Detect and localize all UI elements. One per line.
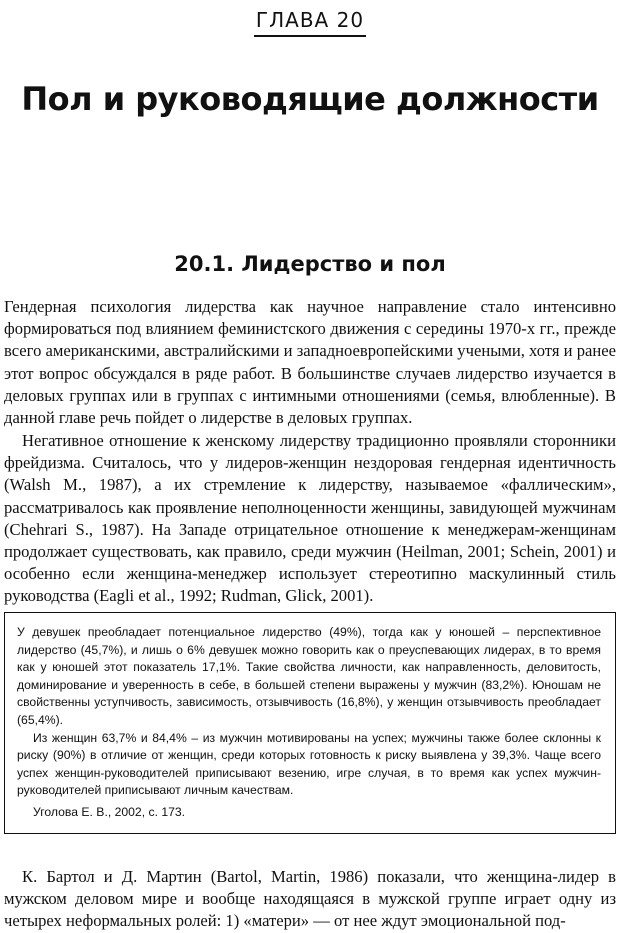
boxed-note xyxy=(4,612,616,834)
note-citation: Уголова Е. В., 2002, с. 173. xyxy=(33,804,186,819)
section-title: 20.1. Лидерство и пол xyxy=(174,252,446,276)
chapter-label-text: ГЛАВА 20 xyxy=(254,8,366,37)
body-paragraph: К. Бартол и Д. Мартин (Bartol, Martin, 1986) показали, что женщина-лидер в мужском деловом мире и вообще находящаяся в мужской группе играет одну из четырех неформальных ролей: 1) «матери» — от нее ждут эмоциональной под- xyxy=(4,867,616,931)
body-paragraph: Негативное отношение к женскому лидерству традиционно проявляли сторонники фрейдизма. Считалось, что у лидеров-женщин нездоровая гендерная идентичность (Walsh M., 1987), а их стремление к лидерству, называемое «фаллическим», рассматривалось как проявление неполноценности женщины, завидующей мужчинам (Chehrari S., 1987). На Западе отрицательное отношение к менеджерам-женщинам продолжает существовать, как правило, среди мужчин (Heilman, 2001; Schein, 2001) и особенно если женщина-менеджер использует стереотипно маскулинный стиль руководства (Eagli et al., 1992; Rudman, Glick, 2001). xyxy=(4,431,616,606)
note-paragraph: У девушек преобладает потенциальное лидерство (49%), тогда как у юношей – перспективное лидерство (45,7%), и лишь о 6% девушек можно говорить как о преуспевающих лидерах, в то время как у юношей этот показатель 17,1%. Такие свойства личности, как направленность, деловитость, доминирование и уверенность в себе, в большей степени выражены у мужчин (83,2%). Юношам не свойственны уступчивость, зависимость, отзывчивость (16,8%), у женщин отзывчивость преобладает (65,4%). xyxy=(17,625,601,727)
chapter-label xyxy=(0,8,620,37)
body-paragraph: Гендерная психология лидерства как научное направление стало интенсивно формироваться под влиянием феминистского движения с середины 1970-х гг., прежде всего американскими, австралийскими и западноевропейскими учеными, хотя и ранее этот вопрос обсуждался в ряде работ. В большинстве случаев лидерство изучается в деловых группах или в группах с интимными отношениями (семья, влюбленные). В данной главе речь пойдет о лидерстве в деловых группах. xyxy=(4,297,616,428)
chapter-title: Пол и руководящие должности xyxy=(21,80,599,118)
note-paragraph: Из женщин 63,7% и 84,4% – из мужчин мотивированы на успех; мужчины также более склонны к риску (90%) в отличие от женщин, среди которых готовность к риску выявлена у 39,3%. Чаще всего успех женщин-руководителей приписывают везению, игре случая, в то время как успех мужчин-руководителей приписывают личным качествам. xyxy=(17,730,601,798)
